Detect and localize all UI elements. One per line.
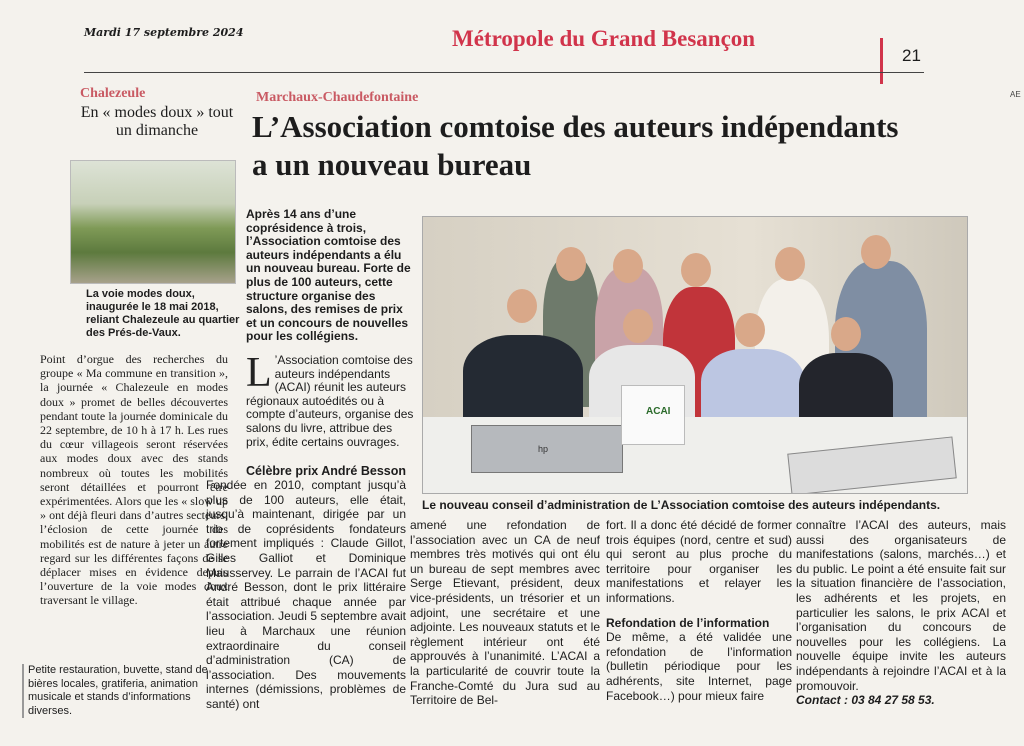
group-photo: [422, 216, 968, 494]
path-photo: [70, 160, 236, 284]
main-article-location: Marchaux-Chaudefontaine: [256, 90, 419, 105]
left-article-location: Chalezeule: [80, 86, 146, 101]
group-photo-caption: Le nouveau conseil d’administration de L’Association comtoise des auteurs indépendants.: [422, 498, 941, 512]
laptop-logo: hp: [538, 444, 549, 454]
left-photo-caption: La voie modes doux, inaugurée le 18 mai 2018, reliant Chalezeule au quartier des Prés-de-Vaux.: [86, 288, 240, 339]
person-head: [556, 247, 586, 281]
main-lede: Après 14 ans d’une coprésidence à trois, l’Association comtoise des auteurs indépendants a élu un nouveau bureau. Forte de plus de 100 auteurs, cette structure organise des salons, des remises de prix et un concours de nouvelles pour les collégiens.: [246, 207, 411, 344]
column-3-text-b: De même, a été validée une refondation de l’information (bulletin périodique pour les adhérents, site Internet, page Facebook…) pour mieux faire: [606, 630, 792, 703]
person-head: [507, 289, 537, 323]
main-headline: L’Association comtoise des auteurs indépendants a un nouveau bureau: [252, 109, 899, 182]
main-intro: [246, 350, 414, 449]
issue-date: Mardi 17 septembre 2024: [84, 26, 244, 39]
column-3-subhead: Refondation de l’information: [606, 615, 770, 630]
drop-cap: L: [246, 350, 272, 396]
person-head: [775, 247, 805, 281]
main-column-3: [606, 518, 792, 703]
column-3-text: fort. Il a donc été décidé de former trois équipes (nord, centre et sud) qui seront au plus proche du territoire pour organiser les manifestations et relayer les informations.: [606, 518, 792, 605]
section-title: Métropole du Grand Besançon: [452, 26, 756, 51]
main-column-1: Fondée en 2010, comptant jusqu’à plus de 100 auteurs, elle était, jusqu’à maintenant, dirigée par un trio de coprésidents fondateurs fortement impliqués : Claude Gillot, Gilles Galliot et Dominique Mausservey. Le parrain de l’ACAI fut André Besson, dont le prix littéraire était attribué chaque année par l’association. Jeudi 5 septembre avait lieu à Marchaux une réunion extraordinaire du conseil d’administration (CA) de l’association. Des mouvements internes (démissions, problèmes de santé) ont: [206, 478, 406, 711]
left-article-body: Point d’orgue des recherches du groupe « Ma commune en transition », la journée « Chalezeule en modes doux » promet de belles découvertes pendant toute la journée dominicale du 22 septembre, de 10 h à 17 h. Les rues du cœur villageois seront réservées aux modes doux avec des stands nombreux où toutes les mobilités seront détaillées et pourront être expérimentées. Alors que les « slow up » ont déjà fleuri dans d’autres secteurs, l’éclosion de cette journée des mobilités est de nature à jeter un autre regard sur les différentes façons de se déplacer mises en évidence depuis l’ouverture de la voie modes doux traversant le village.: [40, 352, 228, 608]
acai-sign: [621, 385, 685, 445]
main-column-2: amené une refondation de l’association avec un CA de neuf membres très motivés qui ont élu un bureau de sept membres avec Serge Etievant, président, deux vice-présidents, un trésorier et un adjoint, une secrétaire et une adjointe. Les nouveaux statuts et le règlement intérieur ont été approuvés à l’unanimité. L’ACAI a la particularité de couvrir toute la Franche-Comté du Jura sud au Territoire de Bel-: [410, 518, 600, 708]
laptop: [471, 425, 623, 473]
contact-line: Contact : 03 84 27 58 53.: [796, 693, 935, 708]
person-head: [735, 313, 765, 347]
header-rule: [84, 72, 924, 73]
person-head: [861, 235, 891, 269]
person-head: [681, 253, 711, 287]
main-subhead: Célèbre prix André Besson: [246, 464, 407, 478]
left-article-title: En « modes doux » tout un dimanche: [80, 104, 234, 139]
left-article-box: Petite restauration, buvette, stand de bières locales, gratiferia, animation musicale et stands d’informations diverses.: [22, 664, 208, 718]
header-divider: [880, 38, 883, 84]
column-4-text: connaître l’ACAI des auteurs, mais aussi des organisateurs de manifestations (salons, marchés…) et du public. Le point a été ensuite fait sur la situation financière de l’association, les adhérents et les projets, en particulier les salons, le prix ACAI et l’organisation du concours de nouvelles pour les collégiens. La nouvelle équipe invite les auteurs indépendants à rejoindre l’ACAI et à la promouvoir.: [796, 518, 1006, 693]
main-column-4: [796, 518, 1006, 708]
page-number: 21: [902, 46, 921, 65]
person-head: [613, 249, 643, 283]
person: [463, 335, 583, 425]
acai-sign-text: ACAI: [646, 406, 671, 417]
person-head: [831, 317, 861, 351]
person-head: [623, 309, 653, 343]
intro-text: ’Association comtoise des auteurs indépendants (ACAI) réunit les auteurs régionaux autoédités ou à compte d’auteurs, organise des salons du livre, attribue des prix, édite certains ouvrages.: [246, 353, 414, 449]
edge-text: AE: [1010, 90, 1021, 99]
